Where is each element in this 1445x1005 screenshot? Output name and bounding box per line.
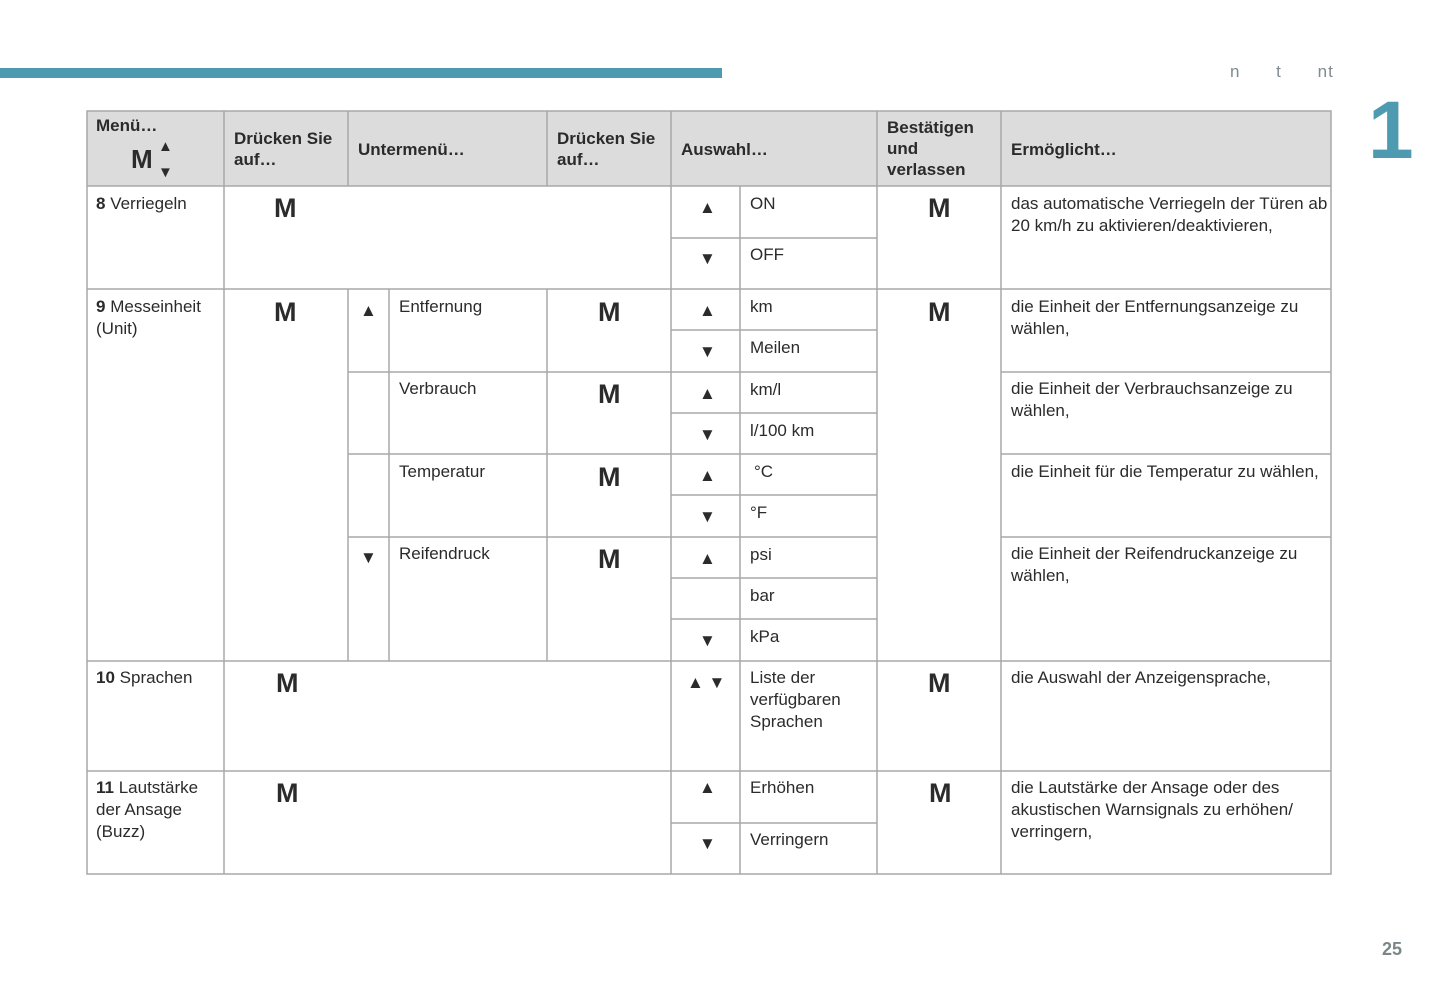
verbrauch-down-arrow-icon: ▼ <box>699 425 716 444</box>
row-10-confirm-m-key: M <box>928 668 951 698</box>
row-8-m-key: M <box>274 193 297 223</box>
header-down-arrow-icon: ▼ <box>158 164 173 181</box>
reifendruck-description: die Einheit der Reifendruckanzeige zu wählen, <box>1011 544 1298 585</box>
row-8-description: das automatische Verriegeln der Türen ab 20 km/h zu aktivieren/deaktivieren, <box>1011 194 1328 235</box>
header-menu: Menü… <box>96 116 158 135</box>
option-celsius: °C <box>754 462 774 481</box>
row-8-option-on: ON <box>750 194 776 213</box>
submenu-entfernung-m-key: M <box>598 297 621 327</box>
header-untermenue: Untermenü… <box>358 140 465 159</box>
row-10-m-key: M <box>276 668 299 698</box>
header-druecken-2: Drücken Sie auf… <box>557 129 656 169</box>
row-8-menu-label: 8 Verriegeln <box>96 194 187 213</box>
header-druecken-1: Drücken Sie auf… <box>234 129 333 169</box>
row-9-menu-label: 9 Messeinheit (Unit) <box>96 297 201 338</box>
row-9-m-key: M <box>274 297 297 327</box>
row-9-sub-down-arrow-icon: ▼ <box>360 548 377 567</box>
header-up-arrow-icon: ▲ <box>158 138 173 155</box>
reifendruck-up-arrow-icon: ▲ <box>699 549 716 568</box>
option-meilen: Meilen <box>750 338 801 357</box>
header-m-key: M <box>131 144 153 174</box>
row-8-option-off: OFF <box>750 245 784 264</box>
verbrauch-up-arrow-icon: ▲ <box>699 384 716 403</box>
option-l-per-100km: l/100 km <box>750 421 815 440</box>
header-ermoeglicht: Ermöglicht… <box>1011 140 1117 159</box>
row-11-up-arrow-icon: ▲ <box>699 778 716 797</box>
row-11-menu-label: 11 Lautstärke der Ansage (Buzz) <box>96 778 199 841</box>
page-number: 25 <box>1382 939 1403 959</box>
row-9-confirm-m-key: M <box>928 297 951 327</box>
option-erhoehen: Erhöhen <box>750 778 815 797</box>
submenu-reifendruck: Reifendruck <box>399 544 490 563</box>
submenu-entfernung: Entfernung <box>399 297 483 316</box>
temperatur-up-arrow-icon: ▲ <box>699 466 716 485</box>
entfernung-down-arrow-icon: ▼ <box>699 342 716 361</box>
verbrauch-description: die Einheit der Verbrauchsanzeige zu wählen, <box>1011 379 1293 420</box>
option-km: km <box>750 297 773 316</box>
option-bar: bar <box>750 586 775 605</box>
row-11-m-key: M <box>276 778 299 808</box>
option-fahrenheit: °F <box>750 503 768 522</box>
submenu-temperatur: Temperatur <box>399 462 485 481</box>
row-11-description: die Lautstärke der Ansage oder des akustischen Warnsignals zu erhöhen/ verringern, <box>1011 778 1293 841</box>
option-psi: psi <box>750 545 772 564</box>
row-10-updown-arrows-icon: ▲ ▼ <box>687 673 726 692</box>
row-9-sub-up-arrow-icon: ▲ <box>360 301 377 320</box>
submenu-verbrauch: Verbrauch <box>399 379 477 398</box>
row-10-option-list: Liste der verfügbaren Sprachen <box>750 668 841 731</box>
row-8-confirm-m-key: M <box>928 193 951 223</box>
submenu-temperatur-m-key: M <box>598 462 621 492</box>
running-header: n t nt <box>1230 62 1334 81</box>
chapter-number: 1 <box>1368 85 1414 176</box>
entfernung-up-arrow-icon: ▲ <box>699 301 716 320</box>
submenu-verbrauch-m-key: M <box>598 379 621 409</box>
entfernung-description: die Einheit der Entfernungsanzeige zu wählen, <box>1011 297 1299 338</box>
header-bestaetigen: Bestätigen und verlassen <box>887 118 974 179</box>
temperatur-down-arrow-icon: ▼ <box>699 507 716 526</box>
row-8-up-arrow-icon: ▲ <box>699 198 716 217</box>
option-kpa: kPa <box>750 627 780 646</box>
submenu-reifendruck-m-key: M <box>598 544 621 574</box>
row-10-description: die Auswahl der Anzeigensprache, <box>1011 668 1271 687</box>
row-8-down-arrow-icon: ▼ <box>699 249 716 268</box>
reifendruck-down-arrow-icon: ▼ <box>699 631 716 650</box>
row-11-confirm-m-key: M <box>929 778 952 808</box>
option-km-per-l: km/l <box>750 380 782 399</box>
row-11-down-arrow-icon: ▼ <box>699 834 716 853</box>
row-10-menu-label: 10 Sprachen <box>96 668 193 687</box>
option-verringern: Verringern <box>750 830 829 849</box>
header-auswahl: Auswahl… <box>681 140 768 159</box>
temperatur-description: die Einheit für die Temperatur zu wählen, <box>1011 462 1319 481</box>
